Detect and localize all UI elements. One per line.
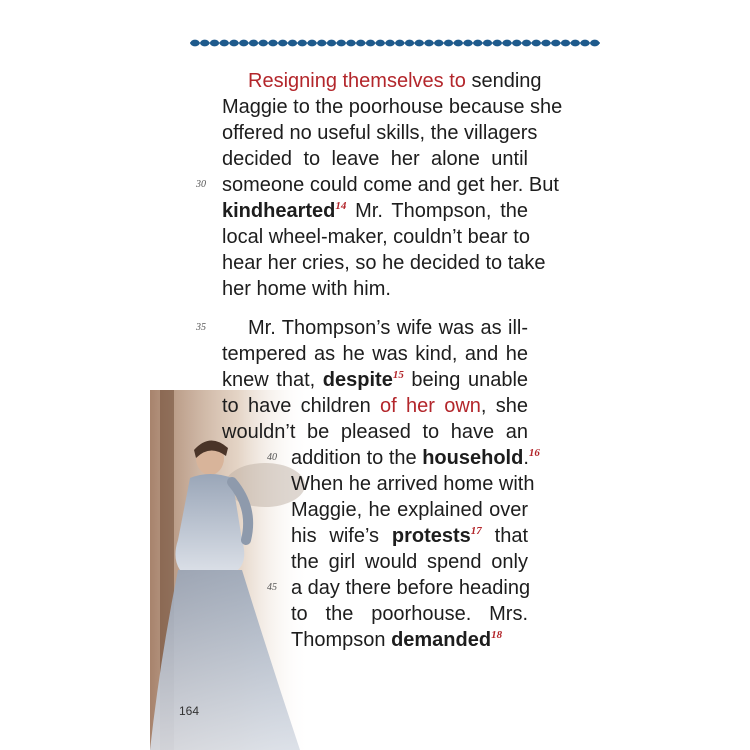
highlighted-phrase: Resigning themselves to: [248, 70, 466, 92]
vocabulary-word: demanded: [391, 629, 492, 651]
footnote-marker: 18: [491, 629, 503, 641]
text-line: [222, 367, 528, 393]
line-number: 30: [196, 179, 206, 190]
highlighted-phrase: of her own: [380, 395, 481, 417]
text-run: Maggie, he explained over: [291, 499, 528, 521]
vocabulary-word: despite: [322, 369, 393, 391]
text-line: [222, 393, 528, 419]
text-run: addition to the: [291, 447, 423, 469]
footnote-marker: 17: [470, 525, 482, 537]
page-number: 164: [179, 704, 200, 718]
footnote-marker: 15: [392, 369, 404, 381]
text-run: , she: [480, 395, 528, 417]
footnote-marker: 14: [335, 200, 347, 212]
text-line: [291, 575, 531, 601]
line-number: 45: [267, 582, 277, 593]
text-run: Mr. Thompson, the: [346, 200, 528, 222]
text-line: [291, 627, 528, 653]
text-line: [222, 419, 528, 445]
vocabulary-word: protests: [391, 525, 471, 547]
text-line: [222, 146, 528, 172]
text-line: [291, 601, 528, 627]
text-line: [222, 224, 528, 250]
text-run: local wheel-maker, couldn’t bear to: [222, 226, 530, 248]
text-line: [222, 198, 528, 224]
text-run: being unable: [403, 369, 529, 391]
text-run: sending: [465, 70, 542, 92]
text-run: the girl would spend only: [291, 551, 528, 573]
text-run: that: [481, 525, 528, 547]
text-run: tempered as he was kind, and he: [222, 343, 528, 365]
text-run: knew that,: [222, 369, 323, 391]
line-number: 40: [267, 452, 277, 463]
vocabulary-word: household: [422, 447, 524, 469]
text-line: [222, 68, 542, 94]
text-line: [222, 120, 538, 146]
text-line: [222, 276, 528, 302]
text-run: Maggie to the poorhouse because she: [222, 96, 563, 118]
vocabulary-word: kindhearted: [222, 200, 336, 222]
text-run: Thompson: [291, 629, 392, 651]
text-line: [291, 549, 528, 575]
text-run: offered no useful skills, the villagers: [222, 122, 538, 144]
text-line: [291, 471, 535, 497]
text-run: to the poorhouse. Mrs.: [291, 603, 528, 625]
text-run: hear her cries, so he decided to take: [222, 252, 546, 274]
text-line: [222, 94, 563, 120]
text-run: his wife’s: [291, 525, 392, 547]
rule-line: [190, 42, 600, 43]
text-run: to have children: [222, 395, 380, 417]
footnote-marker: 16: [528, 447, 540, 459]
text-run: a day there before heading: [291, 577, 531, 599]
text-run: When he arrived home with: [291, 473, 535, 495]
text-line: [291, 523, 528, 549]
text-line: [222, 315, 528, 341]
text-run: wouldn’t be pleased to have an: [222, 421, 528, 443]
line-number: 35: [196, 322, 206, 333]
text-line: [222, 172, 559, 198]
text-line: [222, 341, 528, 367]
text-run: .: [523, 447, 529, 469]
text-run: decided to leave her alone until: [222, 148, 528, 170]
text-line: [222, 250, 546, 276]
text-run: her home with him.: [222, 278, 391, 300]
decorative-bead-rule: [190, 37, 600, 49]
text-run: Mr. Thompson’s wife was as ill-: [248, 317, 528, 339]
text-line: [291, 497, 528, 523]
text-run: someone could come and get her. But: [222, 174, 559, 196]
text-line: [291, 445, 540, 471]
